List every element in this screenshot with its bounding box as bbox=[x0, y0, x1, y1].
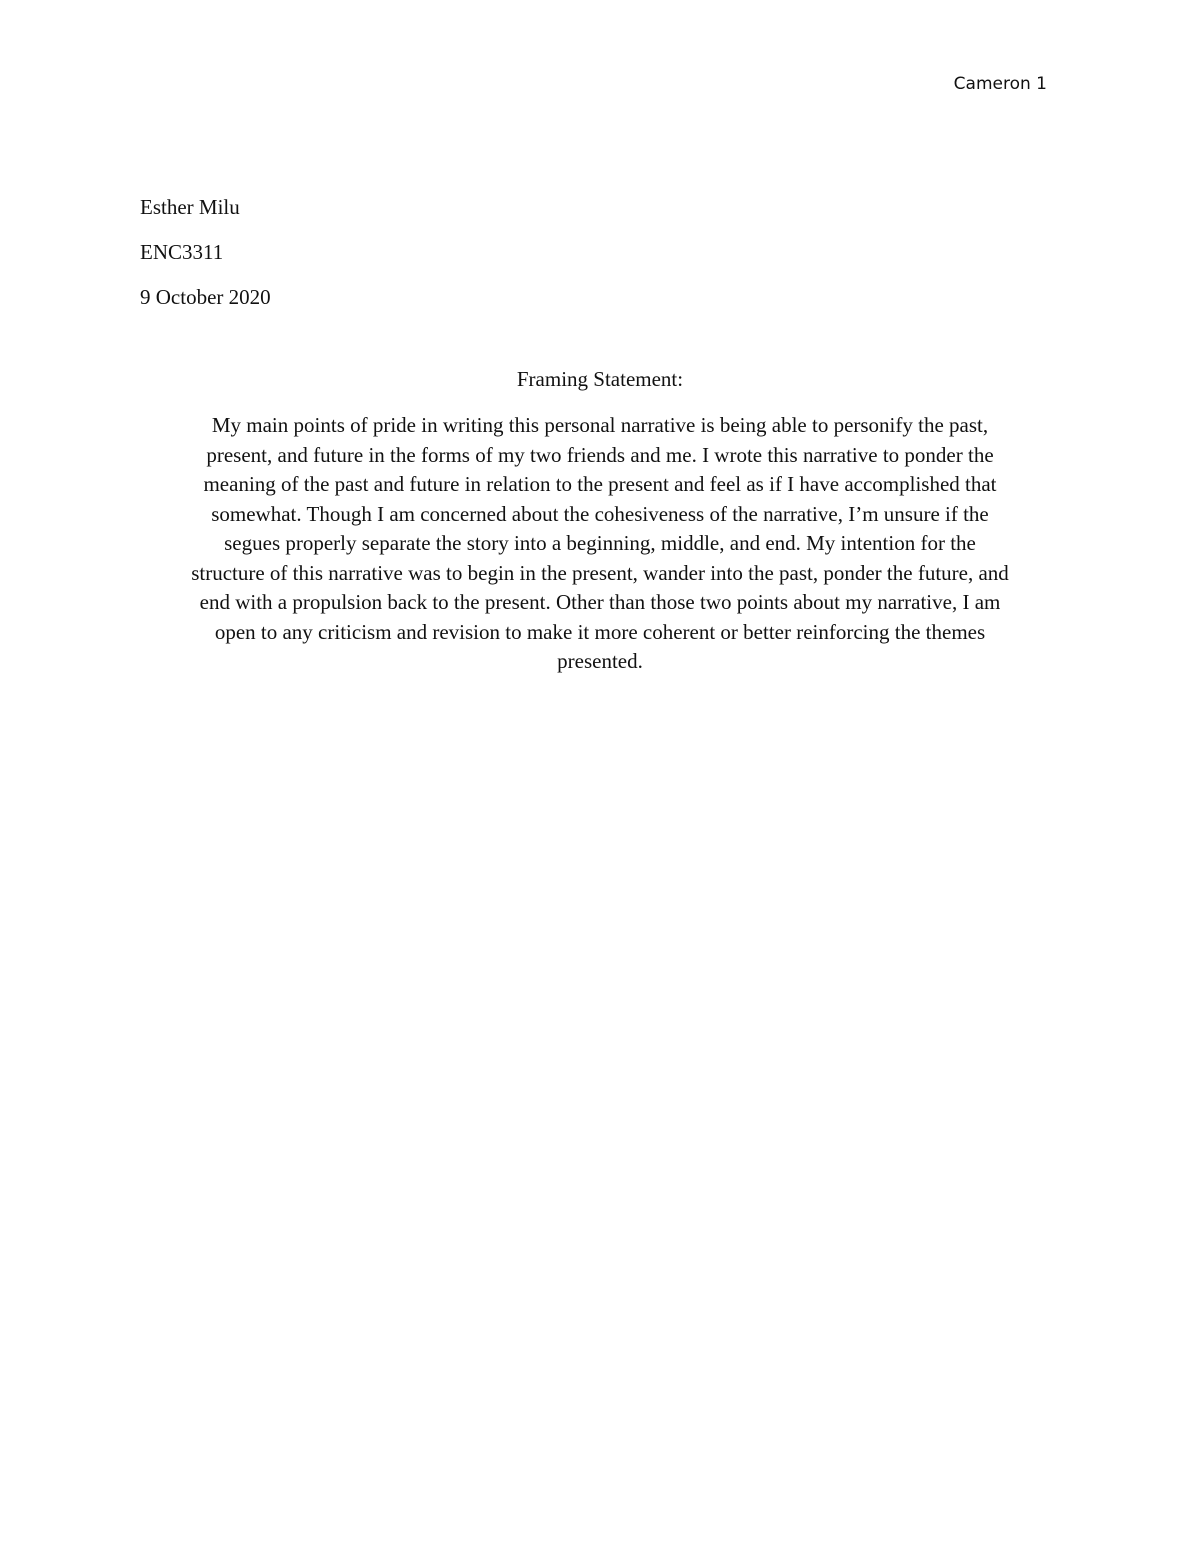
paragraph-line: meaning of the past and future in relation to the present and feel as if I have accomplished that bbox=[203, 472, 997, 496]
student-name: Esther Milu bbox=[140, 195, 240, 219]
mla-heading bbox=[140, 185, 271, 320]
statement-title: Framing Statement: bbox=[516, 367, 684, 391]
date-line: 9 October 2020 bbox=[140, 285, 271, 309]
paragraph-line: presented. bbox=[557, 649, 643, 673]
paragraph-line: structure of this narrative was to begin in the present, wander into the past, ponder the future, and bbox=[191, 560, 1009, 585]
statement-paragraph bbox=[0, 411, 1200, 677]
paragraph-line: present, and future in the forms of my two friends and me. I wrote this narrative to ponder the bbox=[206, 442, 994, 467]
course-code: ENC3311 bbox=[140, 240, 224, 264]
paragraph-line: end with a propulsion back to the present. Other than those two points about my narrative, I am bbox=[199, 590, 1001, 614]
paragraph-line: segues properly separate the story into a beginning, middle, and end. My intention for the bbox=[224, 531, 976, 555]
paragraph-line: My main points of pride in writing this personal narrative is being able to personify the past, bbox=[211, 413, 989, 437]
running-header: Cameron 1 bbox=[953, 74, 1047, 94]
paragraph-line: somewhat. Though I am concerned about the cohesiveness of the narrative, I’m unsure if the bbox=[211, 501, 989, 526]
paragraph-line: open to any criticism and revision to make it more coherent or better reinforcing the themes bbox=[214, 619, 986, 644]
